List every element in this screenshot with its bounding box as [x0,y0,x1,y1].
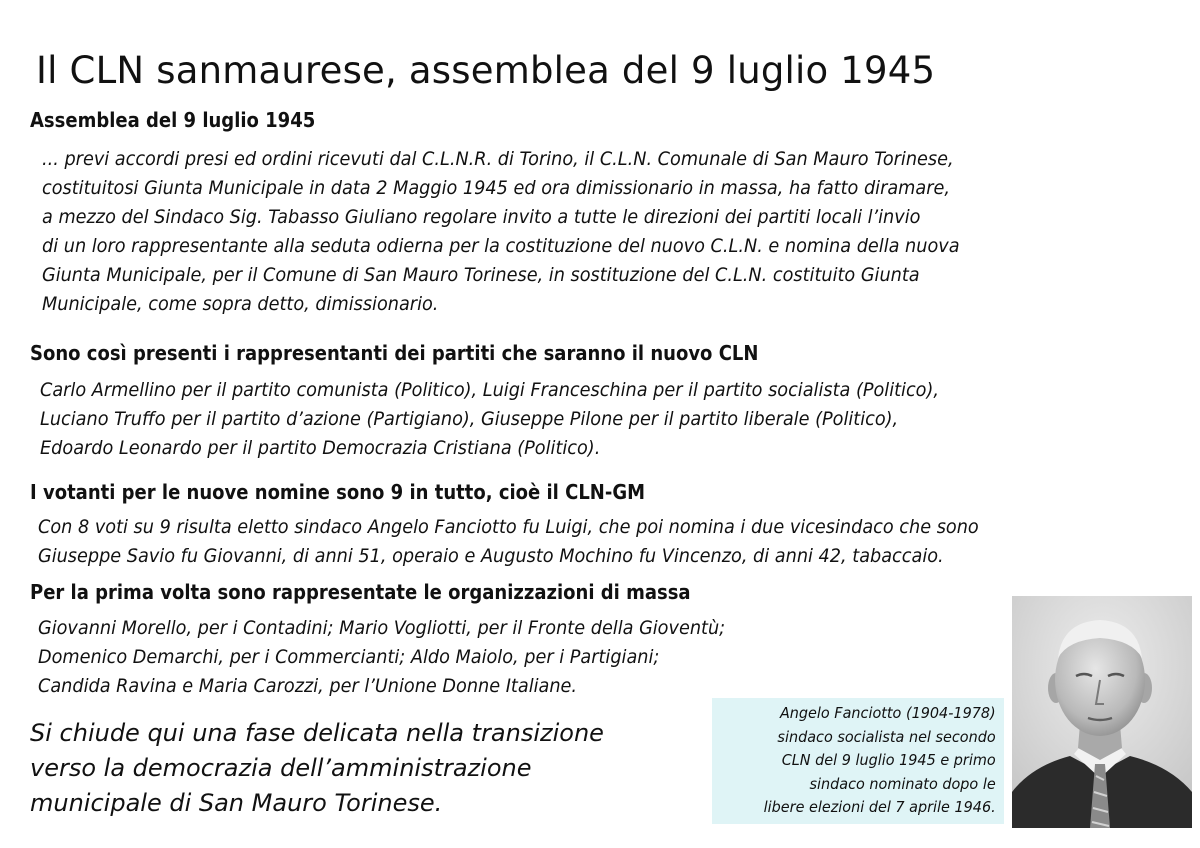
closing-line: municipale di San Mauro Torinese. [30,789,443,817]
text-line: costituitosi Giunta Municipale in data 2 Maggio 1945 ed ora dimissionario in massa, ha fatto diramare, [42,177,950,199]
text-line: Giunta Municipale, per il Comune di San Mauro Torinese, in sostituzione del C.L.N. costituito Giunta [42,264,920,286]
text-line: ... previ accordi presi ed ordini ricevuti dal C.L.N.R. di Torino, il C.L.N. Comunale di San Mauro Torinese, [42,148,954,170]
caption-line: sindaco nominato dopo le [809,774,996,793]
section-heading-rappresentanti: Sono così presenti i rappresentanti dei partiti che saranno il nuovo CLN [30,341,759,365]
closing-line: Si chiude qui una fase delicata nella transizione [30,719,604,747]
section-heading-votanti: I votanti per le nuove nomine sono 9 in tutto, cioè il CLN-GM [30,480,646,504]
section-text-organizzazioni [38,614,725,701]
closing-line: verso la democrazia dell’amministrazione [30,754,532,782]
text-line: Edoardo Leonardo per il partito Democrazia Cristiana (Politico). [40,437,601,459]
text-line: Giuseppe Savio fu Giovanni, di anni 51, operaio e Augusto Mochino fu Vincenzo, di anni 42, tabaccaio. [38,545,944,567]
portrait-photo [1012,596,1192,828]
text-line: Carlo Armellino per il partito comunista (Politico), Luigi Franceschina per il partito socialista (Politico), [40,379,940,401]
caption-line: CLN del 9 luglio 1945 e primo [782,751,996,769]
text-line: Giovanni Morello, per i Contadini; Mario Vogliotti, per il Fronte della Gioventù; [38,617,726,639]
text-line: Candida Ravina e Maria Carozzi, per l’Unione Donne Italiane. [38,675,578,697]
text-line: Domenico Demarchi, per i Commercianti; Aldo Maiolo, per i Partigiani; [38,646,660,668]
page-title: Il CLN sanmaurese, assemblea del 9 luglio 1945 [36,48,936,92]
section-text-votanti [38,513,979,571]
text-line: a mezzo del Sindaco Sig. Tabasso Giuliano regolare invito a tutte le direzioni dei partiti locali l’invio [42,206,921,228]
closing-statement [30,716,604,821]
caption-line: Angelo Fanciotto (1904-1978) [780,704,996,722]
text-line: Luciano Truffo per il partito d’azione (Partigiano), Giuseppe Pilone per il partito liberale (Politico), [40,408,899,430]
section-text-assemblea [42,145,960,319]
caption-line: sindaco socialista nel secondo [777,727,996,746]
caption-line: libere elezioni del 7 aprile 1946. [763,798,996,816]
photo-caption [712,698,1004,824]
portrait-illustration [1012,596,1192,828]
caption-text [764,702,996,820]
section-text-rappresentanti [40,376,939,463]
section-heading-assemblea: Assemblea del 9 luglio 1945 [30,108,316,132]
section-heading-organizzazioni: Per la prima volta sono rappresentate le organizzazioni di massa [30,580,691,604]
text-line: Con 8 voti su 9 risulta eletto sindaco Angelo Fanciotto fu Luigi, che poi nomina i due vicesindaco che sono [38,516,979,538]
text-line: di un loro rappresentante alla seduta odierna per la costituzione del nuovo C.L.N. e nomina della nuova [42,235,960,257]
text-line: Municipale, come sopra detto, dimissionario. [42,293,439,315]
